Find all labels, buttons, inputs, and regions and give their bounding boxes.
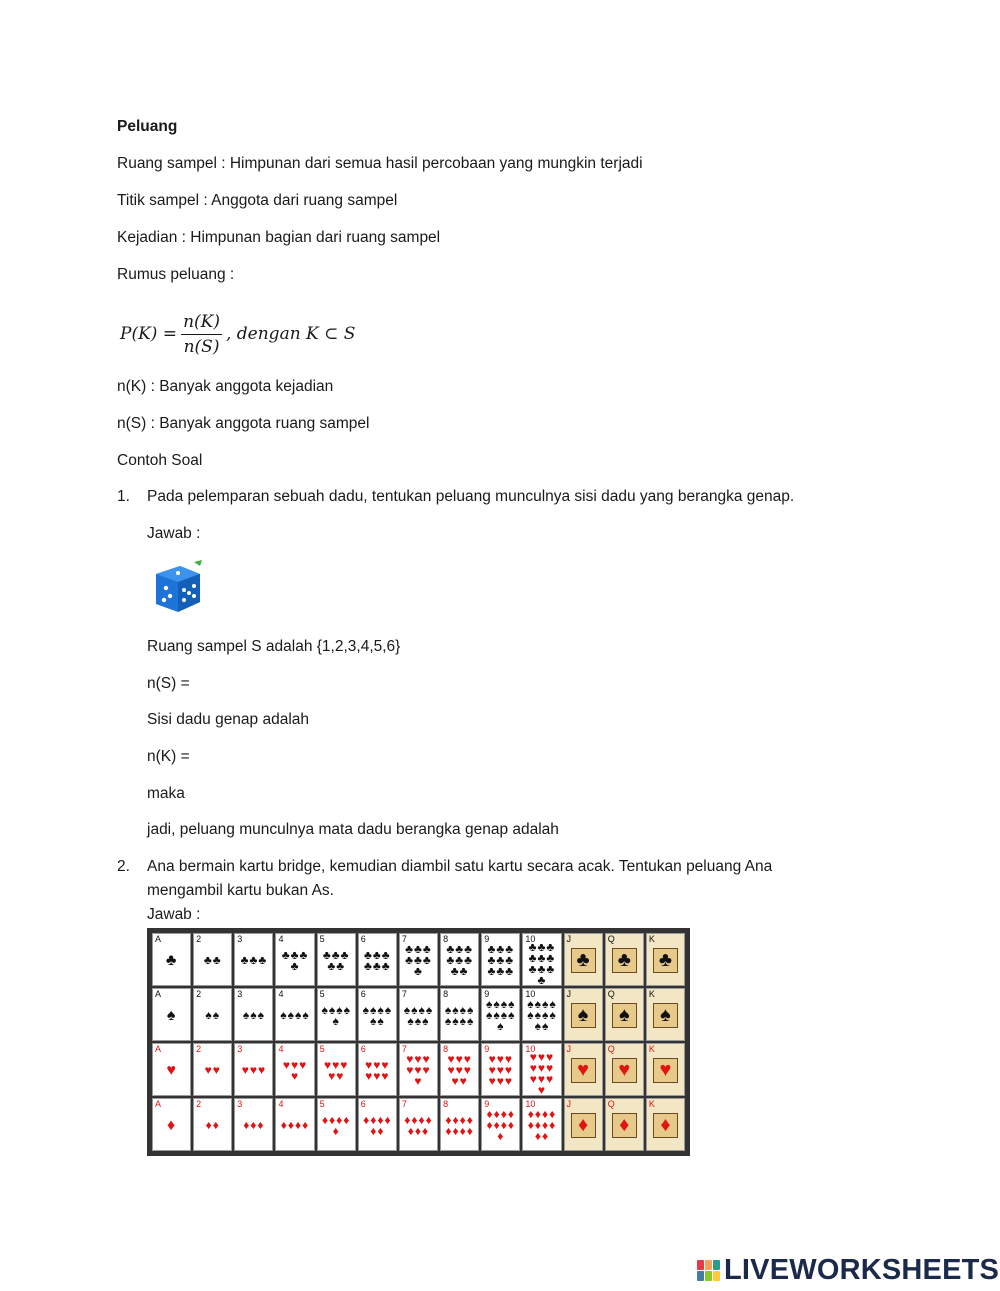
contoh-soal-heading: Contoh Soal — [117, 452, 203, 469]
card-k-spades — [646, 988, 685, 1041]
card-pips — [565, 997, 602, 1034]
card-7-spades — [399, 988, 438, 1041]
card-rank: A — [155, 989, 162, 999]
card-pips: ♦♦ — [205, 1118, 220, 1132]
card-rank: K — [648, 1099, 655, 1109]
card-rank: 7 — [401, 989, 407, 999]
card-rank: 8 — [443, 934, 449, 944]
formula-lhs: P(K) = — [120, 324, 178, 344]
logo-mark-icon — [697, 1260, 720, 1281]
card-5-spades — [317, 988, 356, 1041]
card-6-diamonds — [358, 1098, 397, 1151]
card-rank: 6 — [360, 1044, 366, 1054]
face-card-portrait: ♥ — [612, 1058, 637, 1083]
card-pips: ♣♣♣♣♣♣♣♣♣ — [487, 942, 515, 978]
card-rank: 9 — [484, 934, 490, 944]
card-3-diamonds — [234, 1098, 273, 1151]
card-rank: 6 — [360, 989, 366, 999]
card-q-clubs — [605, 933, 644, 986]
q2-text-line2: mengambil kartu bukan As. — [147, 882, 334, 899]
card-rank: 2 — [196, 1044, 202, 1054]
card-8-hearts — [440, 1043, 479, 1096]
card-rank: 6 — [360, 934, 366, 944]
card-pips: ♦♦♦♦♦♦♦ — [404, 1112, 433, 1138]
card-10-spades — [522, 988, 561, 1041]
card-rank: J — [566, 1099, 572, 1109]
card-rank: K — [648, 934, 655, 944]
card-7-diamonds — [399, 1098, 438, 1151]
logo-tile — [713, 1260, 720, 1270]
card-pips: ♥♥♥♥♥♥♥♥♥♥ — [529, 1050, 555, 1096]
formula-denominator: n(S) — [183, 336, 220, 357]
card-rank: 9 — [484, 989, 490, 999]
card-pips: ♣♣♣♣ — [281, 947, 309, 973]
card-pips: ♥♥♥♥♥♥ — [365, 1057, 390, 1083]
card-pips — [647, 1052, 684, 1089]
card-pips: ♦♦♦♦♦♦♦♦ — [445, 1112, 474, 1138]
card-pips: ♠♠♠♠♠♠ — [362, 1002, 393, 1028]
card-pips — [565, 1052, 602, 1089]
card-pips — [565, 1107, 602, 1144]
q1-line-ns: n(S) = — [147, 675, 190, 692]
card-10-hearts — [522, 1043, 561, 1096]
card-rank: 5 — [319, 1044, 325, 1054]
card-k-hearts — [646, 1043, 685, 1096]
card-7-hearts — [399, 1043, 438, 1096]
card-rank: 9 — [484, 1099, 490, 1109]
card-rank: 5 — [319, 934, 325, 944]
face-card-portrait: ♣ — [653, 948, 678, 973]
card-rank: 3 — [237, 1099, 243, 1109]
card-rank: J — [566, 1044, 572, 1054]
card-pips: ♣♣♣♣♣♣♣ — [405, 942, 432, 978]
card-rank: Q — [607, 1044, 615, 1054]
definition-titik-sampel: Titik sampel : Anggota dari ruang sampel — [117, 192, 398, 209]
card-rank: 7 — [401, 1044, 407, 1054]
card-8-diamonds — [440, 1098, 479, 1151]
card-rank: A — [155, 1044, 162, 1054]
card-rank: 8 — [443, 1044, 449, 1054]
card-j-spades — [564, 988, 603, 1041]
card-pips: ♥♥♥♥ — [282, 1057, 308, 1083]
card-pips: ♥♥♥ — [241, 1063, 267, 1077]
card-rank: 3 — [237, 989, 243, 999]
probability-formula — [120, 306, 355, 362]
card-pips: ♣♣♣♣♣♣♣♣ — [446, 942, 473, 978]
formula-fraction — [181, 312, 222, 357]
card-10-diamonds — [522, 1098, 561, 1151]
card-8-clubs — [440, 933, 479, 986]
card-rank: K — [648, 989, 655, 999]
card-2-spades — [193, 988, 232, 1041]
card-pips: ♦♦♦♦♦♦♦♦♦♦ — [527, 1107, 557, 1143]
card-3-hearts — [234, 1043, 273, 1096]
card-pips: ♠♠♠♠♠ — [321, 1002, 351, 1028]
card-rank: 5 — [319, 989, 325, 999]
logo-tile — [697, 1260, 704, 1270]
card-rank: 7 — [401, 1099, 407, 1109]
card-pips: ♣♣♣♣♣ — [322, 947, 350, 973]
face-card-portrait: ♦ — [612, 1113, 637, 1138]
card-rank: 4 — [278, 934, 284, 944]
card-pips — [606, 942, 643, 979]
q1-line-jadi: jadi, peluang munculnya mata dadu berangka genap adalah — [147, 821, 559, 838]
card-4-spades — [275, 988, 314, 1041]
card-rank: 2 — [196, 1099, 202, 1109]
card-rank: 10 — [525, 934, 536, 944]
card-rank: 8 — [443, 1099, 449, 1109]
rumus-label: Rumus peluang : — [117, 266, 235, 283]
card-pips: ♣♣♣♣♣♣ — [364, 947, 391, 973]
card-rank: 4 — [278, 989, 284, 999]
card-q-hearts — [605, 1043, 644, 1096]
card-pips: ♣♣♣ — [240, 953, 268, 967]
card-9-diamonds — [481, 1098, 520, 1151]
card-j-diamonds — [564, 1098, 603, 1151]
card-rank: 2 — [196, 989, 202, 999]
definition-kejadian: Kejadian : Himpunan bagian dari ruang sampel — [117, 229, 441, 246]
card-rank: 10 — [525, 1044, 536, 1054]
card-rank: 9 — [484, 1044, 490, 1054]
page-title: Peluang — [117, 118, 178, 135]
card-pips: ♦ — [166, 1117, 177, 1134]
card-rank: A — [155, 934, 162, 944]
card-a-clubs — [152, 933, 191, 986]
card-pips: ♣♣ — [203, 953, 222, 967]
card-6-hearts — [358, 1043, 397, 1096]
q1-text: Pada pelemparan sebuah dadu, tentukan peluang munculnya sisi dadu yang berangka genap. — [147, 488, 795, 505]
note-ns: n(S) : Banyak anggota ruang sampel — [117, 415, 370, 432]
card-rank: Q — [607, 934, 615, 944]
card-rank: 2 — [196, 934, 202, 944]
card-k-clubs — [646, 933, 685, 986]
card-a-spades — [152, 988, 191, 1041]
card-3-clubs — [234, 933, 273, 986]
card-pips — [606, 1107, 643, 1144]
card-rank: 4 — [278, 1099, 284, 1109]
card-pips: ♥ — [166, 1062, 177, 1079]
brand-name: LIVEWORKSHEETS — [724, 1254, 1000, 1286]
card-j-clubs — [564, 933, 603, 986]
face-card-portrait: ♣ — [571, 948, 596, 973]
card-rank: 10 — [525, 989, 536, 999]
face-card-portrait: ♣ — [612, 948, 637, 973]
card-7-clubs — [399, 933, 438, 986]
card-pips: ♠♠♠ — [242, 1008, 265, 1022]
dice-image — [152, 558, 204, 616]
card-pips — [647, 1107, 684, 1144]
card-pips: ♠♠♠♠♠♠♠♠♠ — [486, 997, 516, 1033]
card-rank: 8 — [443, 989, 449, 999]
note-nk: n(K) : Banyak anggota kejadian — [117, 378, 334, 395]
formula-rhs: , dengan K ⊂ S — [225, 324, 356, 344]
liveworksheets-logo — [697, 1254, 999, 1287]
card-9-spades — [481, 988, 520, 1041]
card-pips: ♥♥♥♥♥♥♥♥♥ — [488, 1052, 513, 1088]
q2-number: 2. — [117, 858, 130, 875]
card-rank: 3 — [237, 1044, 243, 1054]
card-2-diamonds — [193, 1098, 232, 1151]
card-rank: 5 — [319, 1099, 325, 1109]
card-pips — [647, 942, 684, 979]
card-8-spades — [440, 988, 479, 1041]
q1-answer-label: Jawab : — [147, 525, 201, 542]
card-a-hearts — [152, 1043, 191, 1096]
q2-text-line1: Ana bermain kartu bridge, kemudian diambil satu kartu secara acak. Tentukan peluang Ana — [147, 858, 773, 875]
card-rank: 4 — [278, 1044, 284, 1054]
face-card-portrait: ♥ — [653, 1058, 678, 1083]
card-pips — [606, 1052, 643, 1089]
card-4-hearts — [275, 1043, 314, 1096]
q1-line-maka: maka — [147, 785, 185, 802]
logo-tile — [697, 1271, 704, 1281]
q1-line-sisi-genap: Sisi dadu genap adalah — [147, 711, 310, 728]
card-pips: ♦♦♦♦♦ — [321, 1112, 351, 1138]
card-5-hearts — [317, 1043, 356, 1096]
card-pips: ♠ — [166, 1007, 177, 1024]
card-10-clubs — [522, 933, 561, 986]
card-pips: ♥♥ — [204, 1063, 221, 1077]
face-card-portrait: ♠ — [571, 1003, 596, 1028]
card-pips: ♠♠♠♠♠♠♠ — [403, 1002, 434, 1028]
card-pips: ♠♠ — [205, 1008, 221, 1022]
card-rank: 7 — [401, 934, 407, 944]
card-rank: K — [648, 1044, 655, 1054]
card-rank: Q — [607, 1099, 615, 1109]
card-rank: J — [566, 989, 572, 999]
q2-answer-label: Jawab : — [147, 906, 201, 923]
card-pips: ♣♣♣♣♣♣♣♣♣♣ — [528, 940, 556, 986]
q1-number: 1. — [117, 488, 130, 505]
logo-tile — [705, 1271, 712, 1281]
logo-tile — [705, 1260, 712, 1270]
card-pips: ♠♠♠♠ — [280, 1008, 310, 1022]
card-3-spades — [234, 988, 273, 1041]
face-card-portrait: ♦ — [653, 1113, 678, 1138]
card-pips: ♠♠♠♠♠♠♠♠ — [444, 1002, 475, 1028]
card-6-clubs — [358, 933, 397, 986]
card-rank: 3 — [237, 934, 243, 944]
card-rank: 6 — [360, 1099, 366, 1109]
card-9-hearts — [481, 1043, 520, 1096]
card-pips: ♥♥♥♥♥♥♥♥ — [447, 1052, 472, 1088]
card-pips — [606, 997, 643, 1034]
card-pips: ♥♥♥♥♥ — [324, 1057, 349, 1083]
card-2-clubs — [193, 933, 232, 986]
card-2-hearts — [193, 1043, 232, 1096]
card-pips: ♥♥♥♥♥♥♥ — [406, 1052, 431, 1088]
card-5-clubs — [317, 933, 356, 986]
card-q-spades — [605, 988, 644, 1041]
card-rank: J — [566, 934, 572, 944]
card-rank: 10 — [525, 1099, 536, 1109]
face-card-portrait: ♦ — [571, 1113, 596, 1138]
face-card-portrait: ♥ — [571, 1058, 596, 1083]
card-pips: ♦♦♦♦♦♦♦♦♦ — [486, 1107, 516, 1143]
card-pips: ♦♦♦ — [243, 1118, 265, 1132]
card-rank: A — [155, 1099, 162, 1109]
face-card-portrait: ♠ — [612, 1003, 637, 1028]
card-q-diamonds — [605, 1098, 644, 1151]
card-5-diamonds — [317, 1098, 356, 1151]
formula-numerator: n(K) — [181, 312, 222, 335]
q1-line-nk: n(K) = — [147, 748, 190, 765]
face-card-portrait: ♠ — [653, 1003, 678, 1028]
playing-cards-deck — [147, 928, 690, 1156]
card-pips: ♣ — [165, 952, 178, 969]
card-rank: Q — [607, 989, 615, 999]
definition-ruang-sampel: Ruang sampel : Himpunan dari semua hasil percobaan yang mungkin terjadi — [117, 155, 643, 172]
logo-tile — [713, 1271, 720, 1281]
card-6-spades — [358, 988, 397, 1041]
q1-line-ruang-sampel: Ruang sampel S adalah {1,2,3,4,5,6} — [147, 638, 401, 655]
card-pips: ♦♦♦♦♦♦ — [363, 1112, 392, 1138]
card-4-diamonds — [275, 1098, 314, 1151]
card-a-diamonds — [152, 1098, 191, 1151]
card-9-clubs — [481, 933, 520, 986]
card-pips: ♦♦♦♦ — [280, 1118, 310, 1132]
card-pips: ♠♠♠♠♠♠♠♠♠♠ — [527, 997, 557, 1033]
card-j-hearts — [564, 1043, 603, 1096]
card-k-diamonds — [646, 1098, 685, 1151]
card-pips — [647, 997, 684, 1034]
card-pips — [565, 942, 602, 979]
card-4-clubs — [275, 933, 314, 986]
